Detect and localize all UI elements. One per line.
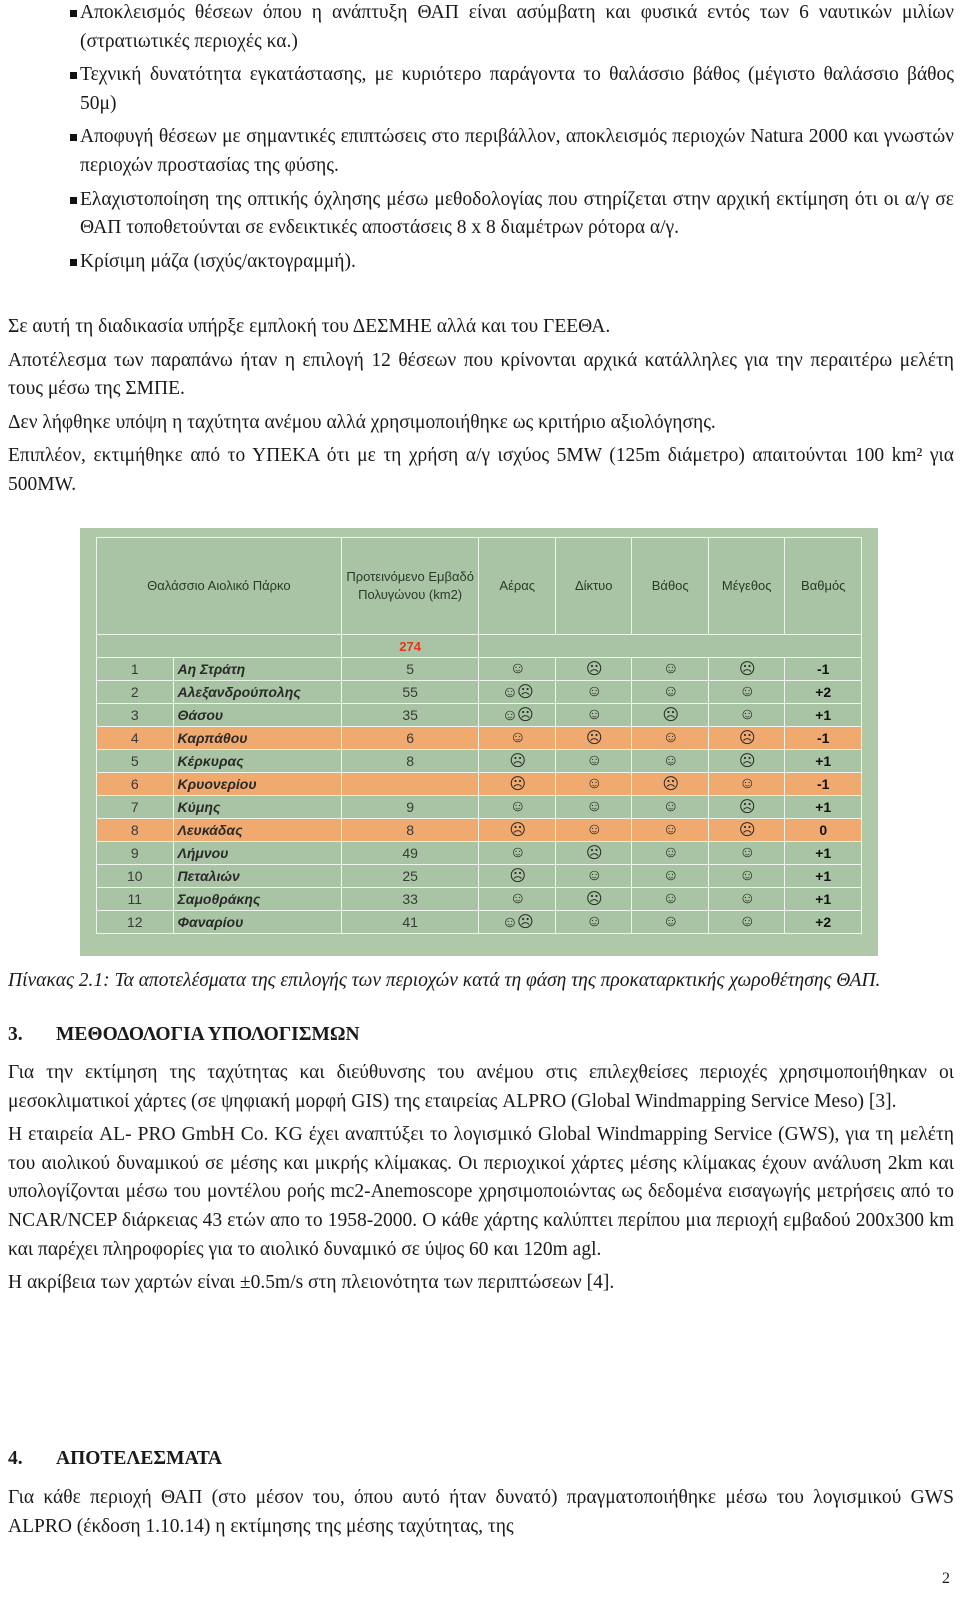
row-number: 10 (97, 865, 174, 888)
depth-rating-icon: ☺ (632, 819, 709, 842)
air-rating-icon: ☺ (479, 658, 556, 681)
site-selection-table (96, 537, 862, 934)
air-rating-icon: ☺☹ (479, 681, 556, 704)
bullet-item: Τεχνική δυνατότητα εγκατάστασης, με κυριότερο παράγοντα το θαλάσσιο βάθος (μέγιστο θαλάσσιο βάθος 50μ) (8, 61, 954, 118)
depth-rating-icon: ☺ (632, 842, 709, 865)
total-row (97, 635, 862, 658)
size-rating-icon: ☺ (708, 681, 785, 704)
paragraph: Σε αυτή τη διαδικασία υπήρξε εμπλοκή του ΔΕΣΜΗΕ αλλά και του ΓΕΕΘΑ. (8, 316, 611, 337)
site-area (341, 773, 479, 796)
table-row (97, 658, 862, 681)
size-rating-icon: ☹ (708, 727, 785, 750)
site-area: 49 (341, 842, 479, 865)
site-name: Σαμοθράκης (173, 888, 341, 911)
depth-rating-icon: ☺ (632, 681, 709, 704)
air-rating-icon: ☹ (479, 819, 556, 842)
site-grade: +1 (785, 865, 862, 888)
air-rating-icon: ☺ (479, 888, 556, 911)
depth-rating-icon: ☺ (632, 727, 709, 750)
depth-rating-icon: ☹ (632, 704, 709, 727)
site-grade: +1 (785, 888, 862, 911)
square-bullet-icon (70, 197, 77, 204)
row-number: 6 (97, 773, 174, 796)
table-row (97, 681, 862, 704)
grid-rating-icon: ☹ (555, 727, 632, 750)
site-area: 33 (341, 888, 479, 911)
site-name: Κρυονερίου (173, 773, 341, 796)
site-name: Κέρκυρας (173, 750, 341, 773)
site-area: 25 (341, 865, 479, 888)
site-grade: +1 (785, 750, 862, 773)
grid-rating-icon: ☺ (555, 796, 632, 819)
table-row (97, 842, 862, 865)
site-area: 6 (341, 727, 479, 750)
site-area: 41 (341, 911, 479, 934)
header-grade: Βαθμός (785, 538, 862, 635)
table-row (97, 865, 862, 888)
grid-rating-icon: ☹ (555, 842, 632, 865)
bullet-item: Κρίσιμη μάζα (ισχύς/ακτογραμμή). (8, 248, 954, 277)
site-area: 9 (341, 796, 479, 819)
size-rating-icon: ☺ (708, 888, 785, 911)
table-row (97, 750, 862, 773)
intro-paragraphs (8, 313, 954, 500)
size-rating-icon: ☺ (708, 773, 785, 796)
bullet-item: Ελαχιστοποίηση της οπτικής όχλησης μέσω μεθοδολογίας που στηρίζεται στην αρχική εκτίμηση ότι οι α/γ σε ΘΑΠ τοποθετούνται σε ενδεικτικές αποστάσεις 8 x 8 διαμέτρων ρότορα α/γ. (8, 186, 954, 243)
air-rating-icon: ☺☹ (479, 704, 556, 727)
site-name: Αη Στράτη (173, 658, 341, 681)
row-number: 9 (97, 842, 174, 865)
square-bullet-icon (70, 134, 77, 141)
site-grade: +2 (785, 681, 862, 704)
paragraph: Για την εκτίμηση της ταχύτητας και διεύθυνσης του ανέμου στις επιλεχθείσες περιοχές χρησιμοποιήθηκαν οι μεσοκλιματικοί χάρτες (σε ψηφιακή μορφή GIS) της εταιρείας ALPRO (Global Windmapping Service Meso) [3]. (8, 1062, 954, 1112)
size-rating-icon: ☺ (708, 911, 785, 934)
grid-rating-icon: ☺ (555, 773, 632, 796)
total-area: 274 (341, 635, 479, 658)
grid-rating-icon: ☹ (555, 888, 632, 911)
site-area: 8 (341, 819, 479, 842)
header-size: Μέγεθος (708, 538, 785, 635)
site-name: Φαναρίου (173, 911, 341, 934)
row-number: 7 (97, 796, 174, 819)
table-row (97, 727, 862, 750)
row-number: 2 (97, 681, 174, 704)
paragraph: Αποτέλεσμα των παραπάνω ήταν η επιλογή 12 θέσεων που κρίνονται αρχικά κατάλληλες για την περαιτέρω μελέτη τους μέσω της ΣΜΠΕ. (8, 349, 954, 400)
table-row (97, 704, 862, 727)
site-grade: -1 (785, 658, 862, 681)
size-rating-icon: ☺ (708, 842, 785, 865)
site-area: 55 (341, 681, 479, 704)
air-rating-icon: ☹ (479, 865, 556, 888)
paragraph: Επιπλέον, εκτιμήθηκε από το ΥΠΕΚΑ ότι με τη χρήση α/γ ισχύος 5MW (125m διάμετρο) απαιτούνται 100 km² για 500MW. (8, 445, 954, 495)
grid-rating-icon: ☹ (555, 658, 632, 681)
size-rating-icon: ☹ (708, 796, 785, 819)
depth-rating-icon: ☺ (632, 888, 709, 911)
row-number: 1 (97, 658, 174, 681)
header-air: Αέρας (479, 538, 556, 635)
site-name: Λήμνου (173, 842, 341, 865)
grid-rating-icon: ☺ (555, 865, 632, 888)
section-4-heading: 4. ΑΠΟΤΕΛΕΣΜΑΤΑ (8, 1448, 222, 1469)
site-grade: -1 (785, 773, 862, 796)
site-name: Πεταλιών (173, 865, 341, 888)
table-row (97, 773, 862, 796)
depth-rating-icon: ☺ (632, 796, 709, 819)
site-area: 35 (341, 704, 479, 727)
size-rating-icon: ☹ (708, 819, 785, 842)
grid-rating-icon: ☺ (555, 911, 632, 934)
criteria-bullet-list (8, 0, 954, 281)
site-grade: +1 (785, 796, 862, 819)
air-rating-icon: ☹ (479, 750, 556, 773)
site-area: 5 (341, 658, 479, 681)
section-3-body (8, 1059, 954, 1298)
site-area: 8 (341, 750, 479, 773)
paragraph: Δεν λήφθηκε υπόψη η ταχύτητα ανέμου αλλά χρησιμοποιήθηκε ως κριτήριο αξιολόγησης. (8, 411, 716, 433)
table-row (97, 796, 862, 819)
header-depth: Βάθος (632, 538, 709, 635)
row-number: 3 (97, 704, 174, 727)
paragraph: Για κάθε περιοχή ΘΑΠ (στο μέσον του, όπου αυτό ήταν δυνατό) πραγματοποιήθηκε μέσω του λογισμικού GWS ALPRO (έκδοση 1.10.14) η εκτίμησης της μέσης ταχύτητας, της (8, 1487, 954, 1537)
depth-rating-icon: ☺ (632, 865, 709, 888)
bullet-item: Αποκλεισμός θέσεων όπου η ανάπτυξη ΘΑΠ είναι ασύμβατη και φυσικά εντός των 6 ναυτικών μιλίων (στρατιωτικές περιοχές κα.) (8, 0, 954, 56)
header-area: Προτεινόμενο Εμβαδό Πολυγώνου (km2) (341, 538, 479, 635)
square-bullet-icon (70, 259, 77, 266)
site-name: Λευκάδας (173, 819, 341, 842)
depth-rating-icon: ☺ (632, 750, 709, 773)
air-rating-icon: ☺☹ (479, 911, 556, 934)
air-rating-icon: ☺ (479, 727, 556, 750)
site-grade: -1 (785, 727, 862, 750)
results-table-image (80, 528, 878, 956)
site-name: Αλεξανδρούπολης (173, 681, 341, 704)
site-name: Κύμης (173, 796, 341, 819)
air-rating-icon: ☺ (479, 842, 556, 865)
grid-rating-icon: ☺ (555, 704, 632, 727)
site-grade: +1 (785, 842, 862, 865)
header-grid: Δίκτυο (555, 538, 632, 635)
section-3-heading: 3. ΜΕΘΟΔΟΛΟΓΙΑ ΥΠΟΛΟΓΙΣΜΩΝ (8, 1024, 360, 1045)
bullet-item: Αποφυγή θέσεων με σημαντικές επιπτώσεις στο περιβάλλον, αποκλεισμός περιοχών Natura 2000 και γνωστών περιοχών προστασίας της φύσης. (8, 123, 954, 180)
depth-rating-icon: ☺ (632, 658, 709, 681)
size-rating-icon: ☺ (708, 865, 785, 888)
size-rating-icon: ☹ (708, 658, 785, 681)
table-row (97, 819, 862, 842)
paragraph: Η εταιρεία AL- PRO GmbH Co. KG έχει αναπτύξει το λογισμικό Global Windmapping Service (GWS), για τη μελέτη του αιολικού δυναμικού σε μέσης και μικρής κλίμακας. Οι περιοχικοί χάρτες μέσης κλίμακας έχουν ανάλυση 2km και υπολογίζονται μέσω του μοντέλου ροής mc2-Anemoscope χρησιμοποιώντας ως δεδομένα εισαγωγής μετρήσεις από το NCAR/NCEP διάρκειας 43 ετών απο το 1958-2000. Ο κάθε χάρτης καλύπτει περίπου μια περιοχή εμβαδού 200x300 km και παρέχει πληροφορίες για το αιολικό δυναμικό σε ύψος 60 και 120m agl. (8, 1124, 954, 1260)
site-name: Θάσου (173, 704, 341, 727)
grid-rating-icon: ☺ (555, 750, 632, 773)
table-caption: Πίνακας 2.1: Τα αποτελέσματα της επιλογής των περιοχών κατά τη φάση της προκαταρκτικής χωροθέτησης ΘΑΠ. (8, 970, 881, 991)
grid-rating-icon: ☺ (555, 681, 632, 704)
row-number: 12 (97, 911, 174, 934)
row-number: 5 (97, 750, 174, 773)
page-number: 2 (942, 1570, 950, 1587)
square-bullet-icon (70, 10, 77, 17)
table-header-row (97, 538, 862, 635)
air-rating-icon: ☺ (479, 796, 556, 819)
row-number: 11 (97, 888, 174, 911)
size-rating-icon: ☺ (708, 704, 785, 727)
section-4-body (8, 1484, 954, 1541)
site-grade: +1 (785, 704, 862, 727)
table-row (97, 911, 862, 934)
site-name: Καρπάθου (173, 727, 341, 750)
square-bullet-icon (70, 72, 77, 79)
paragraph: Η ακρίβεια των χαρτών είναι ±0.5m/s στη πλειονότητα των περιπτώσεων [4]. (8, 1272, 615, 1294)
depth-rating-icon: ☺ (632, 911, 709, 934)
size-rating-icon: ☹ (708, 750, 785, 773)
row-number: 8 (97, 819, 174, 842)
depth-rating-icon: ☹ (632, 773, 709, 796)
grid-rating-icon: ☺ (555, 819, 632, 842)
site-grade: 0 (785, 819, 862, 842)
air-rating-icon: ☹ (479, 773, 556, 796)
site-grade: +2 (785, 911, 862, 934)
table-row (97, 888, 862, 911)
header-park: Θαλάσσιο Αιολικό Πάρκο (97, 538, 342, 635)
row-number: 4 (97, 727, 174, 750)
